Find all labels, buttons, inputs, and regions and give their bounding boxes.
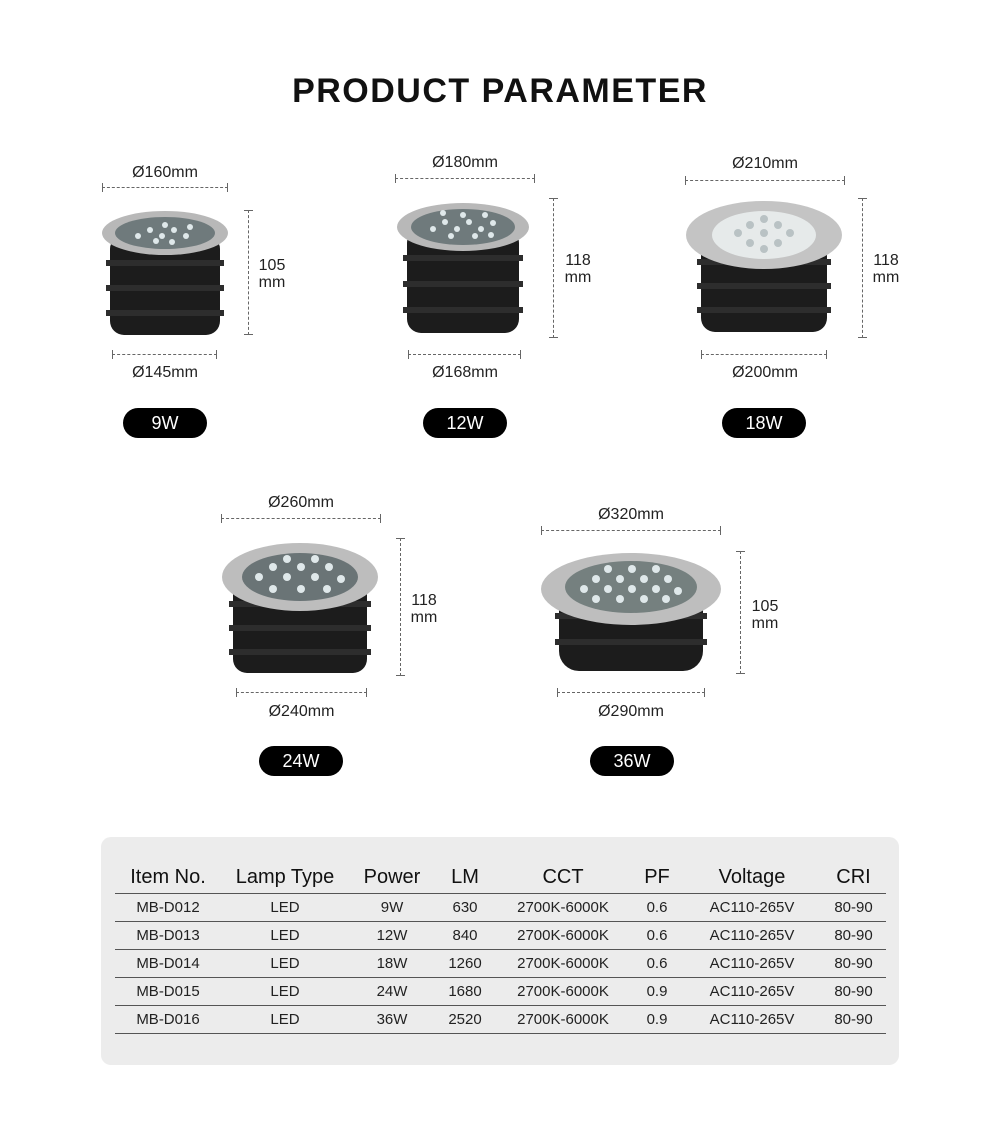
header-pf: PF <box>631 861 683 894</box>
cell-lm: 1260 <box>435 950 495 978</box>
header-lm: LM <box>435 861 495 894</box>
cell-lamp-type: LED <box>221 894 349 922</box>
cell-voltage: AC110-265V <box>683 1006 821 1034</box>
underground-light-image <box>98 205 232 340</box>
cell-power: 12W <box>349 922 435 950</box>
cell-lm: 2520 <box>435 1006 495 1034</box>
cell-cri: 80-90 <box>821 922 886 950</box>
cell-voltage: AC110-265V <box>683 950 821 978</box>
height-dimension-line <box>740 551 741 674</box>
cell-power: 24W <box>349 978 435 1006</box>
cell-cri: 80-90 <box>821 894 886 922</box>
cell-cct: 2700K-6000K <box>495 922 631 950</box>
height-dimension-line <box>553 198 554 338</box>
cell-voltage: AC110-265V <box>683 978 821 1006</box>
cell-power: 18W <box>349 950 435 978</box>
top-dimension-line <box>221 518 381 519</box>
height-dimension-line <box>400 538 401 676</box>
cell-pf: 0.9 <box>631 1006 683 1034</box>
cell-pf: 0.6 <box>631 894 683 922</box>
power-badge: 18W <box>722 408 806 438</box>
height-label: 118 mm <box>872 252 900 286</box>
table-header-row <box>115 861 886 894</box>
table-row <box>115 950 886 978</box>
table-row <box>115 1006 886 1034</box>
bottom-dimension-line <box>236 692 367 693</box>
height-dimension-line <box>248 210 249 335</box>
header-cri: CRI <box>821 861 886 894</box>
height-label: 105 mm <box>751 598 779 632</box>
page-title: PRODUCT PARAMETER <box>292 72 708 110</box>
cell-cct: 2700K-6000K <box>495 894 631 922</box>
table-row <box>115 894 886 922</box>
cell-pf: 0.6 <box>631 950 683 978</box>
cell-power: 36W <box>349 1006 435 1034</box>
cell-item-no: MB-D016 <box>115 1006 221 1034</box>
cell-cct: 2700K-6000K <box>495 1006 631 1034</box>
header-voltage: Voltage <box>683 861 821 894</box>
header-power: Power <box>349 861 435 894</box>
cell-lamp-type: LED <box>221 978 349 1006</box>
cell-cri: 80-90 <box>821 950 886 978</box>
top-diameter-label: Ø160mm <box>132 164 198 181</box>
cell-voltage: AC110-265V <box>683 922 821 950</box>
cell-cri: 80-90 <box>821 978 886 1006</box>
top-dimension-line <box>395 178 535 179</box>
cell-cct: 2700K-6000K <box>495 950 631 978</box>
bottom-dimension-line <box>701 354 827 355</box>
cell-lm: 1680 <box>435 978 495 1006</box>
cell-cct: 2700K-6000K <box>495 978 631 1006</box>
bottom-dimension-line <box>408 354 521 355</box>
cell-lamp-type: LED <box>221 1006 349 1034</box>
underground-light-image <box>683 197 845 337</box>
header-cct: CCT <box>495 861 631 894</box>
top-dimension-line <box>541 530 721 531</box>
cell-pf: 0.9 <box>631 978 683 1006</box>
table-row <box>115 978 886 1006</box>
header-item-no: Item No. <box>115 861 221 894</box>
underground-light-image <box>219 537 381 677</box>
cell-item-no: MB-D013 <box>115 922 221 950</box>
top-dimension-line <box>685 180 845 181</box>
cell-item-no: MB-D015 <box>115 978 221 1006</box>
bottom-diameter-label: Ø240mm <box>268 703 335 720</box>
bottom-diameter-label: Ø200mm <box>732 364 798 381</box>
height-label: 118 mm <box>410 592 438 626</box>
height-label: 105 mm <box>258 257 286 291</box>
cell-lm: 630 <box>435 894 495 922</box>
top-diameter-label: Ø320mm <box>598 506 664 523</box>
cell-item-no: MB-D012 <box>115 894 221 922</box>
height-dimension-line <box>862 198 863 338</box>
cell-cri: 80-90 <box>821 1006 886 1034</box>
top-dimension-line <box>102 187 228 188</box>
top-diameter-label: Ø180mm <box>432 154 498 171</box>
power-badge: 12W <box>423 408 507 438</box>
cell-lamp-type: LED <box>221 922 349 950</box>
power-badge: 24W <box>259 746 343 776</box>
spec-table-panel <box>101 837 899 1065</box>
bottom-dimension-line <box>557 692 705 693</box>
cell-lamp-type: LED <box>221 950 349 978</box>
bottom-diameter-label: Ø290mm <box>598 703 664 720</box>
bottom-dimension-line <box>112 354 217 355</box>
height-label: 118 mm <box>564 252 592 286</box>
top-diameter-label: Ø260mm <box>268 494 334 511</box>
underground-light-image <box>539 549 723 679</box>
top-diameter-label: Ø210mm <box>732 155 798 172</box>
spec-table <box>115 861 886 1034</box>
power-badge: 9W <box>123 408 207 438</box>
cell-voltage: AC110-265V <box>683 894 821 922</box>
table-row <box>115 922 886 950</box>
bottom-diameter-label: Ø168mm <box>432 364 498 381</box>
cell-power: 9W <box>349 894 435 922</box>
underground-light-image <box>393 195 533 337</box>
header-lamp-type: Lamp Type <box>221 861 349 894</box>
bottom-diameter-label: Ø145mm <box>132 364 198 381</box>
cell-item-no: MB-D014 <box>115 950 221 978</box>
power-badge: 36W <box>590 746 674 776</box>
cell-lm: 840 <box>435 922 495 950</box>
cell-pf: 0.6 <box>631 922 683 950</box>
